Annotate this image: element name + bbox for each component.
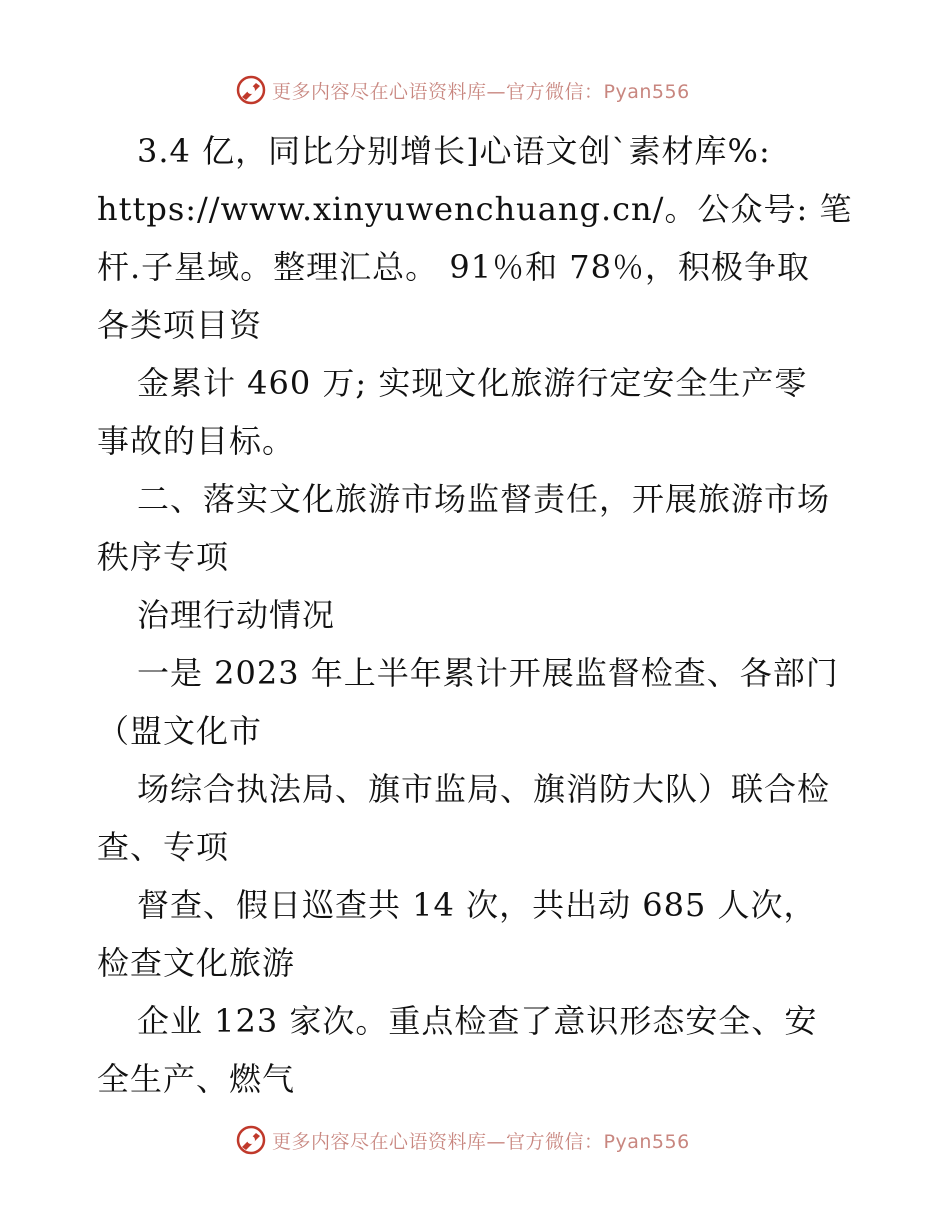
brush-logo-icon xyxy=(234,1123,268,1157)
text-line: 事故的目标。 xyxy=(97,422,296,460)
text-line: 场综合执法局、旗市监局、旗消防大队）联合检 xyxy=(137,770,831,808)
text-line: 3.4 亿，同比分别增长]心语文创`素材库%: xyxy=(137,132,771,170)
text-line: 杆.子星域。整理汇总。 91％和 78％，积极争取 xyxy=(97,248,810,286)
footer-watermark-text: 更多内容尽在心语资料库—官方微信：Pyan556 xyxy=(272,1130,690,1153)
section-heading-continued: 秩序专项 xyxy=(97,538,230,576)
text-line: https://www.xinyuwenchuang.cn/。公众号: 笔 xyxy=(97,190,853,228)
header-watermark-text: 更多内容尽在心语资料库—官方微信：Pyan556 xyxy=(272,80,690,103)
header-watermark-banner xyxy=(234,72,714,108)
text-line: （盟文化市 xyxy=(97,712,263,750)
footer-watermark-banner xyxy=(234,1122,714,1158)
brush-logo-icon xyxy=(234,73,268,107)
text-line: 全生产、燃气 xyxy=(97,1060,296,1098)
text-line: 督查、假日巡查共 14 次，共出动 685 人次， xyxy=(137,886,817,924)
section-heading: 二、落实文化旅游市场监督责任，开展旅游市场 xyxy=(137,480,831,518)
text-line: 企业 123 家次。重点检查了意识形态安全、安 xyxy=(137,1002,818,1040)
text-line: 一是 2023 年上半年累计开展监督检查、各部门 xyxy=(137,654,839,692)
text-line: 治理行动情况 xyxy=(137,596,336,634)
text-line: 金累计 460 万; 实现文化旅游行定安全生产零 xyxy=(137,364,808,402)
document-body xyxy=(97,122,857,1108)
text-line: 查、专项 xyxy=(97,828,230,866)
text-line: 检查文化旅游 xyxy=(97,944,296,982)
text-line: 各类项目资 xyxy=(97,306,263,344)
